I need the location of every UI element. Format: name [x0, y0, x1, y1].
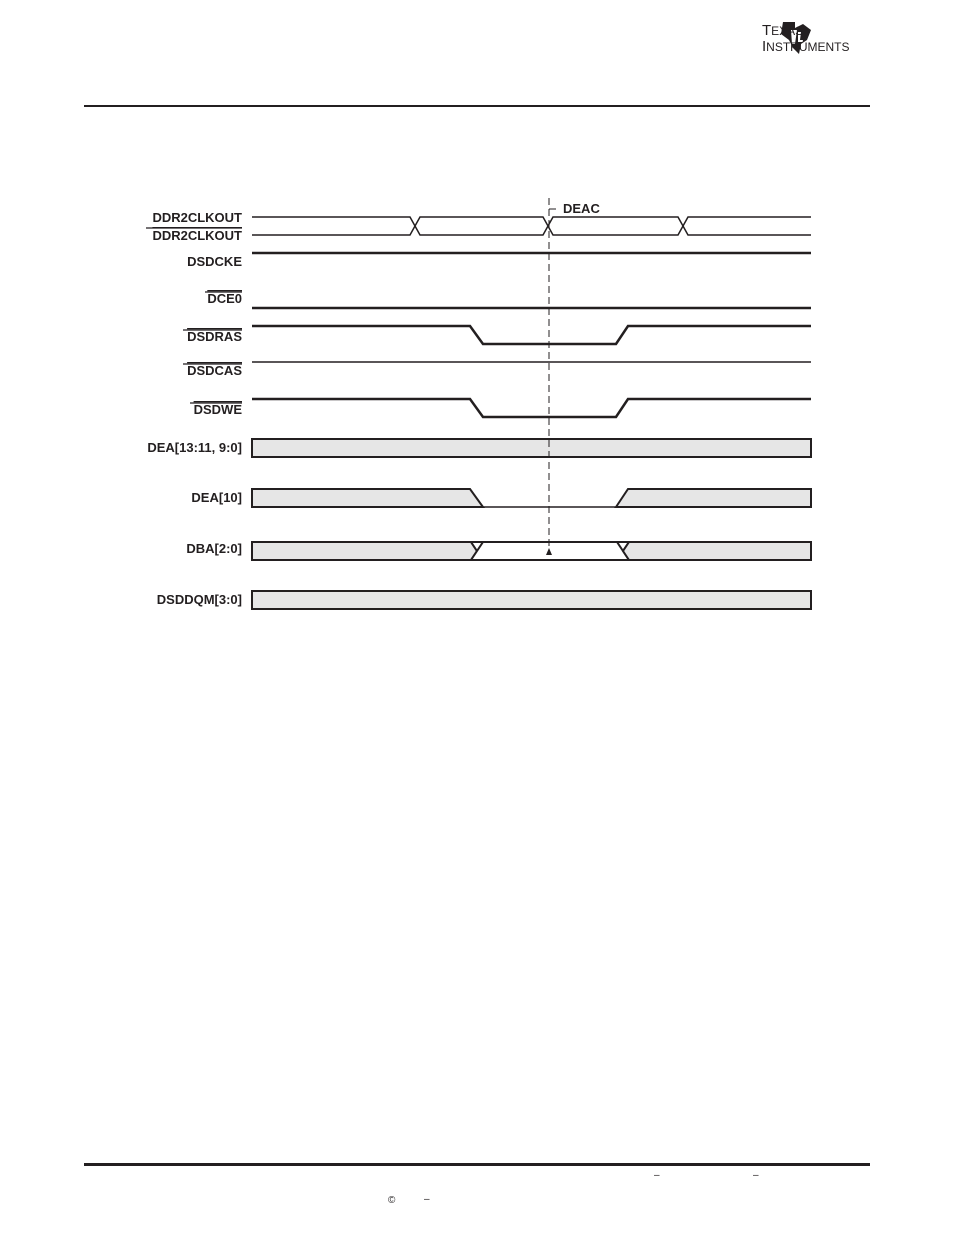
- brand-line-1-initial: T: [762, 22, 772, 39]
- signal-label: DEA[10]: [191, 490, 242, 505]
- signal-label: DEA[13:11, 9:0]: [147, 440, 242, 455]
- signal-label: DBA[2:0]: [186, 541, 242, 556]
- signal-label: DSDCAS: [187, 363, 242, 378]
- footer-dash: –: [753, 1170, 759, 1181]
- signal-label: DSDCKE: [187, 254, 242, 269]
- dea-bus-waveform: [252, 439, 811, 457]
- signal-label: DSDWE: [193, 402, 242, 417]
- ddr2clkout-n-waveform: [252, 217, 811, 235]
- dsdras-waveform: [252, 326, 811, 344]
- brand-line-2-rest: NSTRUMENTS: [766, 40, 850, 54]
- dea10-waveform: [252, 489, 811, 507]
- deac-annotation: DEAC: [563, 201, 600, 216]
- dba-waveform: [252, 542, 811, 560]
- ddr2clkout-waveform: [252, 217, 811, 235]
- footer-rule: [84, 1163, 870, 1166]
- signal-label: DCE0: [207, 291, 242, 306]
- signal-label: DSDRAS: [187, 329, 242, 344]
- signal-label: DDR2CLKOUT: [152, 210, 242, 225]
- signal-label: DDR2CLKOUT: [152, 228, 242, 243]
- signal-label: DSDDQM[3:0]: [156, 592, 242, 607]
- brand-line-1-rest: EXAS: [771, 24, 804, 38]
- copyright-symbol: ©: [388, 1195, 396, 1206]
- brand-line-2-initial: I: [762, 38, 767, 55]
- footer-dash: –: [424, 1194, 430, 1205]
- footer-dash: –: [654, 1170, 660, 1181]
- dsdwe-waveform: [252, 399, 811, 417]
- dsddqm-bus-waveform: [252, 591, 811, 609]
